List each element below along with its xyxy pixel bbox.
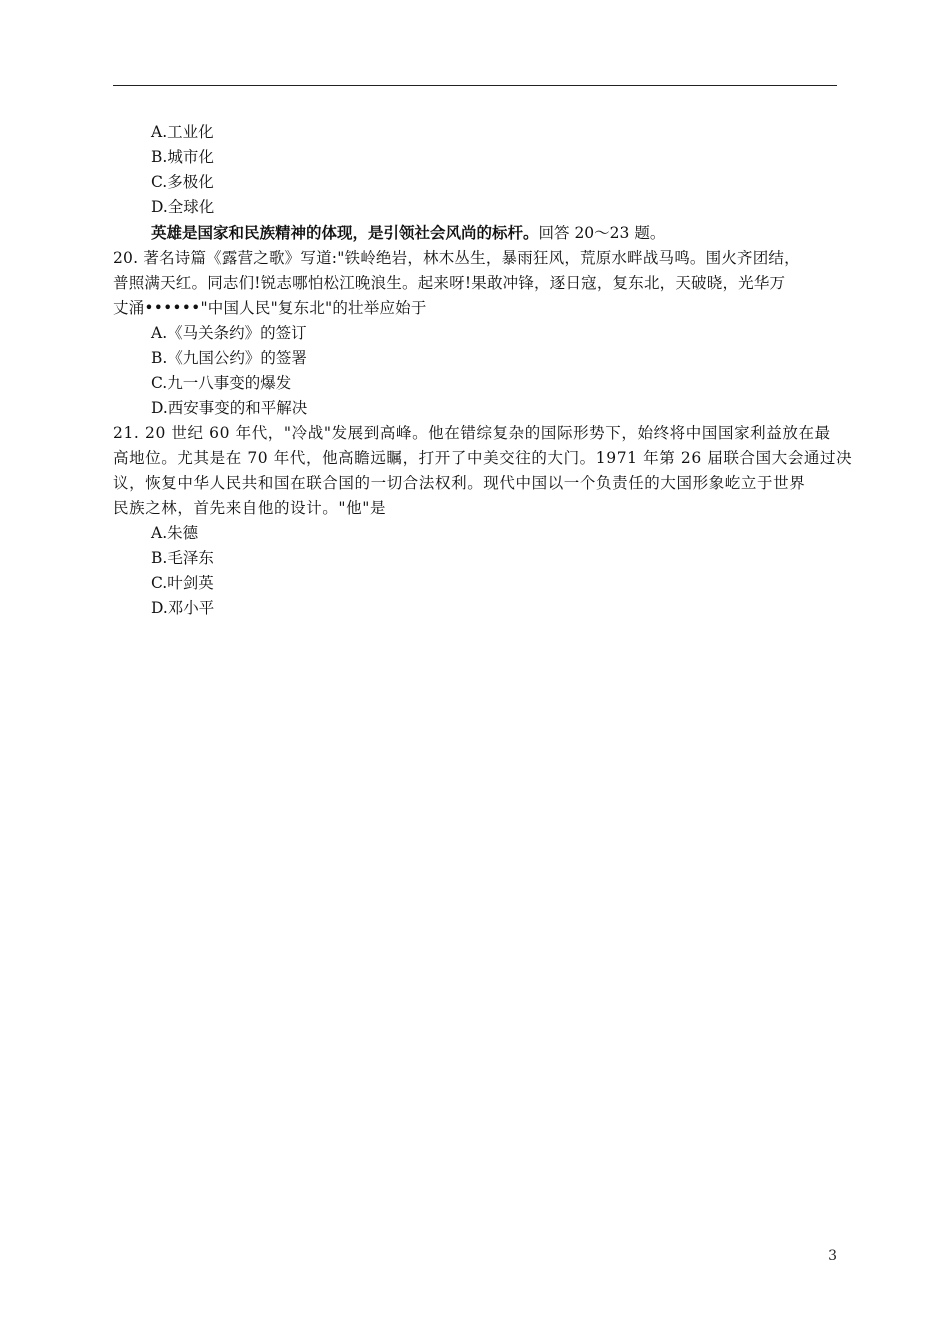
header-rule: [113, 85, 837, 86]
page-number: 3: [828, 1248, 837, 1264]
option-c: C.多极化: [151, 173, 214, 191]
intro-normal-text: 回答 20～23 题。: [538, 224, 666, 242]
option-b: B.城市化: [151, 148, 214, 166]
option-d: D.全球化: [151, 198, 215, 216]
question-21: [113, 421, 853, 621]
question-20-line-1: 20. 著名诗篇《露营之歌》写道:"铁岭绝岩，林木丛生，暴雨狂风，荒原水畔战马鸣。围火齐团结，: [113, 249, 800, 267]
question-21-option-b: B.毛泽东: [151, 549, 214, 567]
section-intro: [113, 220, 837, 246]
question-20: [113, 246, 837, 421]
question-20-option-b: B.《九国公约》的签署: [151, 349, 307, 367]
question-21-line-3: 议，恢复中华人民共和国在联合国的一切合法权利。现代中国以一个负责任的大国形象屹立于世界: [113, 474, 806, 492]
page-content: [113, 120, 853, 621]
question-21-option-d: D.邓小平: [151, 599, 215, 617]
question-20-option-a: A.《马关条约》的签订: [151, 324, 307, 342]
intro-bold-text: 英雄是国家和民族精神的体现，是引领社会风尚的标杆。: [151, 223, 539, 242]
question-21-line-4: 民族之林，首先来自他的设计。"他"是: [113, 499, 387, 517]
question-21-option-a: A.朱德: [151, 524, 199, 542]
question-21-line-2: 高地位。尤其是在 70 年代，他高瞻远瞩，打开了中美交往的大门。1971 年第 26 届联合国大会通过决: [113, 449, 853, 467]
question-20-option-d: D.西安事变的和平解决: [151, 399, 308, 417]
question-20-line-3: 丈涌••••••"中国人民"复东北"的壮举应始于: [113, 299, 427, 317]
question-20-line-2: 普照满天红。同志们!锐志哪怕松江晚浪生。起来呀!果敢冲锋，逐日寇，复东北，天破晓，光华万: [113, 274, 786, 292]
question-21-option-c: C.叶剑英: [151, 574, 214, 592]
question-20-option-c: C.九一八事变的爆发: [151, 374, 292, 392]
question-21-line-1: 21. 20 世纪 60 年代，"冷战"发展到高峰。他在错综复杂的国际形势下，始终将中国国家利益放在最: [113, 424, 831, 442]
option-a: A.工业化: [151, 123, 214, 141]
previous-question-options: [113, 120, 837, 220]
